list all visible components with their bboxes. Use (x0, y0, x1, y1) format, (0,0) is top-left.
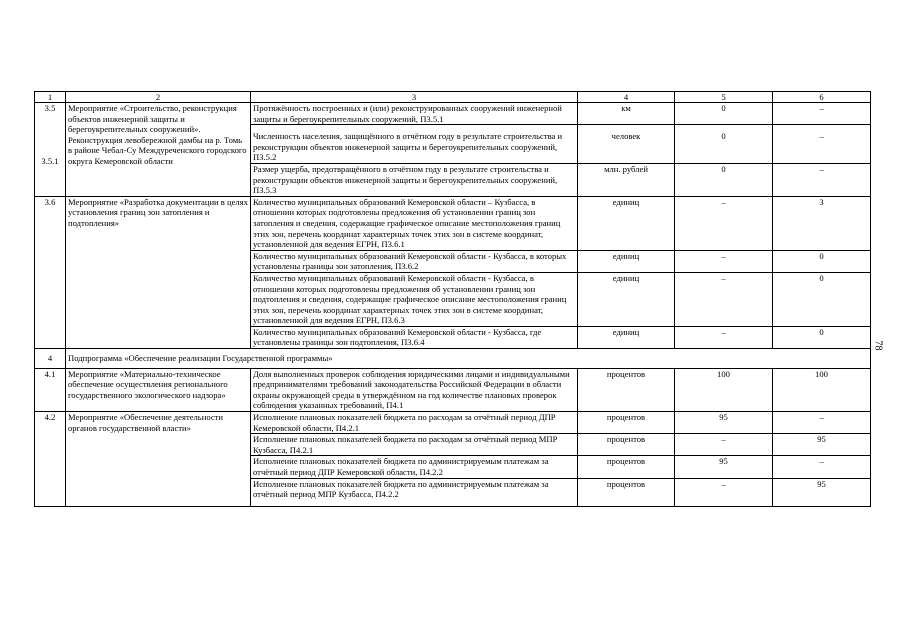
activity-cell: Мероприятие «Материально-техническое обеспечение осуществления регионального государственного экологического надзора» (66, 368, 251, 411)
row-number: 3.5.1 (41, 155, 59, 166)
indicators-table (34, 91, 871, 507)
value-cell: 0 (675, 125, 773, 164)
row-number-cell (35, 103, 66, 197)
unit-cell: человек (578, 125, 675, 164)
value-cell: 0 (773, 272, 871, 326)
header-cell: 4 (578, 92, 675, 103)
value-cell: 100 (675, 368, 773, 411)
unit-cell: единиц (578, 250, 675, 272)
value-cell: 0 (773, 326, 871, 348)
unit-cell: процентов (578, 412, 675, 434)
indicator-cell: Количество муниципальных образований Кемеровской области – Кузбасса, в отношении которых подготовлены предложения об установлении границ зон затопления и сведения, содержащие графическое описание местоположения границ этих зон, перечень координат характерных точек этих зон в системе координат, установленной для ведения ЕГРН, П3.6.1 (251, 196, 578, 250)
unit-cell: млн. рублей (578, 163, 675, 196)
value-cell: – (675, 196, 773, 250)
table-row (35, 368, 871, 411)
value-cell: – (675, 326, 773, 348)
header-cell: 2 (66, 92, 251, 103)
row-number: 3.5 (44, 103, 56, 113)
activity-text: Реконструкция левобережной дамбы на р. Томь в районе Чебал-Су Междуреченского городского округа Кемеровской области (68, 134, 247, 166)
header-cell: 6 (773, 92, 871, 103)
unit-cell: процентов (578, 368, 675, 411)
value-cell: – (773, 456, 871, 478)
indicator-cell: Доля выполненных проверок соблюдения юридическими лицами и индивидуальными предпринимателями требований законодательства Российской Федерации в области охраны окружающей среды в утверждённом на год количестве плановых проверок соблюдения указанных требований, П4.1 (251, 368, 578, 411)
indicator-cell: Протяжённость построенных и (или) реконструированных сооружений инженерной защиты и берегоукрепительных сооружений, П3.5.1 (251, 103, 578, 125)
value-cell: – (773, 412, 871, 434)
unit-cell: км (578, 103, 675, 125)
header-cell: 3 (251, 92, 578, 103)
value-cell: – (675, 272, 773, 326)
value-cell: – (675, 478, 773, 506)
unit-cell: единиц (578, 326, 675, 348)
row-number: 4.2 (35, 412, 66, 507)
row-number: 4.1 (35, 368, 66, 411)
subprogram-row (35, 349, 871, 369)
unit-cell: процентов (578, 478, 675, 506)
table-row (35, 412, 871, 434)
unit-cell: процентов (578, 434, 675, 456)
table-row (35, 196, 871, 250)
indicator-cell: Численность населения, защищённого в отчётном году в результате строительства и реконструкции объектов инженерной защиты и берегоукрепительных сооружений, П3.5.2 (251, 125, 578, 164)
activity-cell (66, 103, 251, 197)
page-number: 78 (872, 340, 884, 351)
value-cell: – (773, 163, 871, 196)
indicator-cell: Размер ущерба, предотвращённого в отчётном году в результате строительства и реконструкции объектов инженерной защиты и берегоукрепительных сооружений, П3.5.3 (251, 163, 578, 196)
value-cell: 95 (773, 478, 871, 506)
value-cell: – (675, 434, 773, 456)
value-cell: 95 (675, 456, 773, 478)
value-cell: – (773, 103, 871, 125)
indicator-cell: Исполнение плановых показателей бюджета по расходам за отчётный период МПР Кузбасса, П4.2.1 (251, 434, 578, 456)
indicator-cell: Количество муниципальных образований Кемеровской области - Кузбасса, где установлены границы зон подтопления, П3.6.4 (251, 326, 578, 348)
table-header-row (35, 92, 871, 103)
indicator-cell: Исполнение плановых показателей бюджета по расходам за отчётный период ДПР Кемеровской области, П4.2.1 (251, 412, 578, 434)
value-cell: 0 (675, 103, 773, 125)
unit-cell: процентов (578, 456, 675, 478)
value-cell: 95 (773, 434, 871, 456)
header-cell: 5 (675, 92, 773, 103)
activity-cell: Мероприятие «Разработка документации в целях установления границ зон затопления и подтопления» (66, 196, 251, 348)
value-cell: – (773, 125, 871, 164)
unit-cell: единиц (578, 272, 675, 326)
value-cell: 0 (773, 250, 871, 272)
subprogram-title: Подпрограмма «Обеспечение реализации Государственной программы» (66, 349, 871, 369)
indicator-cell: Количество муниципальных образований Кемеровской области - Кузбасса, в отношении которых подготовлены предложения об установлении границ зон подтопления и сведения, содержащие графическое описание местоположения границ этих зон, перечень координат характерных точек этих зон в системе координат, установленной для ведения ЕГРН, П3.6.3 (251, 272, 578, 326)
indicator-cell: Исполнение плановых показателей бюджета по администрируемым платежам за отчётный период ДПР Кемеровской области, П4.2.2 (251, 456, 578, 478)
row-number: 3.6 (35, 196, 66, 348)
activity-cell: Мероприятие «Обеспечение деятельности органов государственной власти» (66, 412, 251, 507)
row-number: 4 (35, 349, 66, 369)
value-cell: 100 (773, 368, 871, 411)
indicator-cell: Количество муниципальных образований Кемеровской области - Кузбасса, в которых установлены границы зон затопления, П3.6.2 (251, 250, 578, 272)
unit-cell: единиц (578, 196, 675, 250)
header-cell: 1 (35, 92, 66, 103)
value-cell: 3 (773, 196, 871, 250)
value-cell: 95 (675, 412, 773, 434)
value-cell: 0 (675, 163, 773, 196)
activity-text: Мероприятие «Строительство, реконструкция объектов инженерной защиты и берегоукрепительных сооружений». (68, 103, 237, 135)
value-cell: – (675, 250, 773, 272)
indicator-cell: Исполнение плановых показателей бюджета по администрируемым платежам за отчётный период МПР Кузбасса, П4.2.2 (251, 478, 578, 506)
table-row (35, 103, 871, 125)
